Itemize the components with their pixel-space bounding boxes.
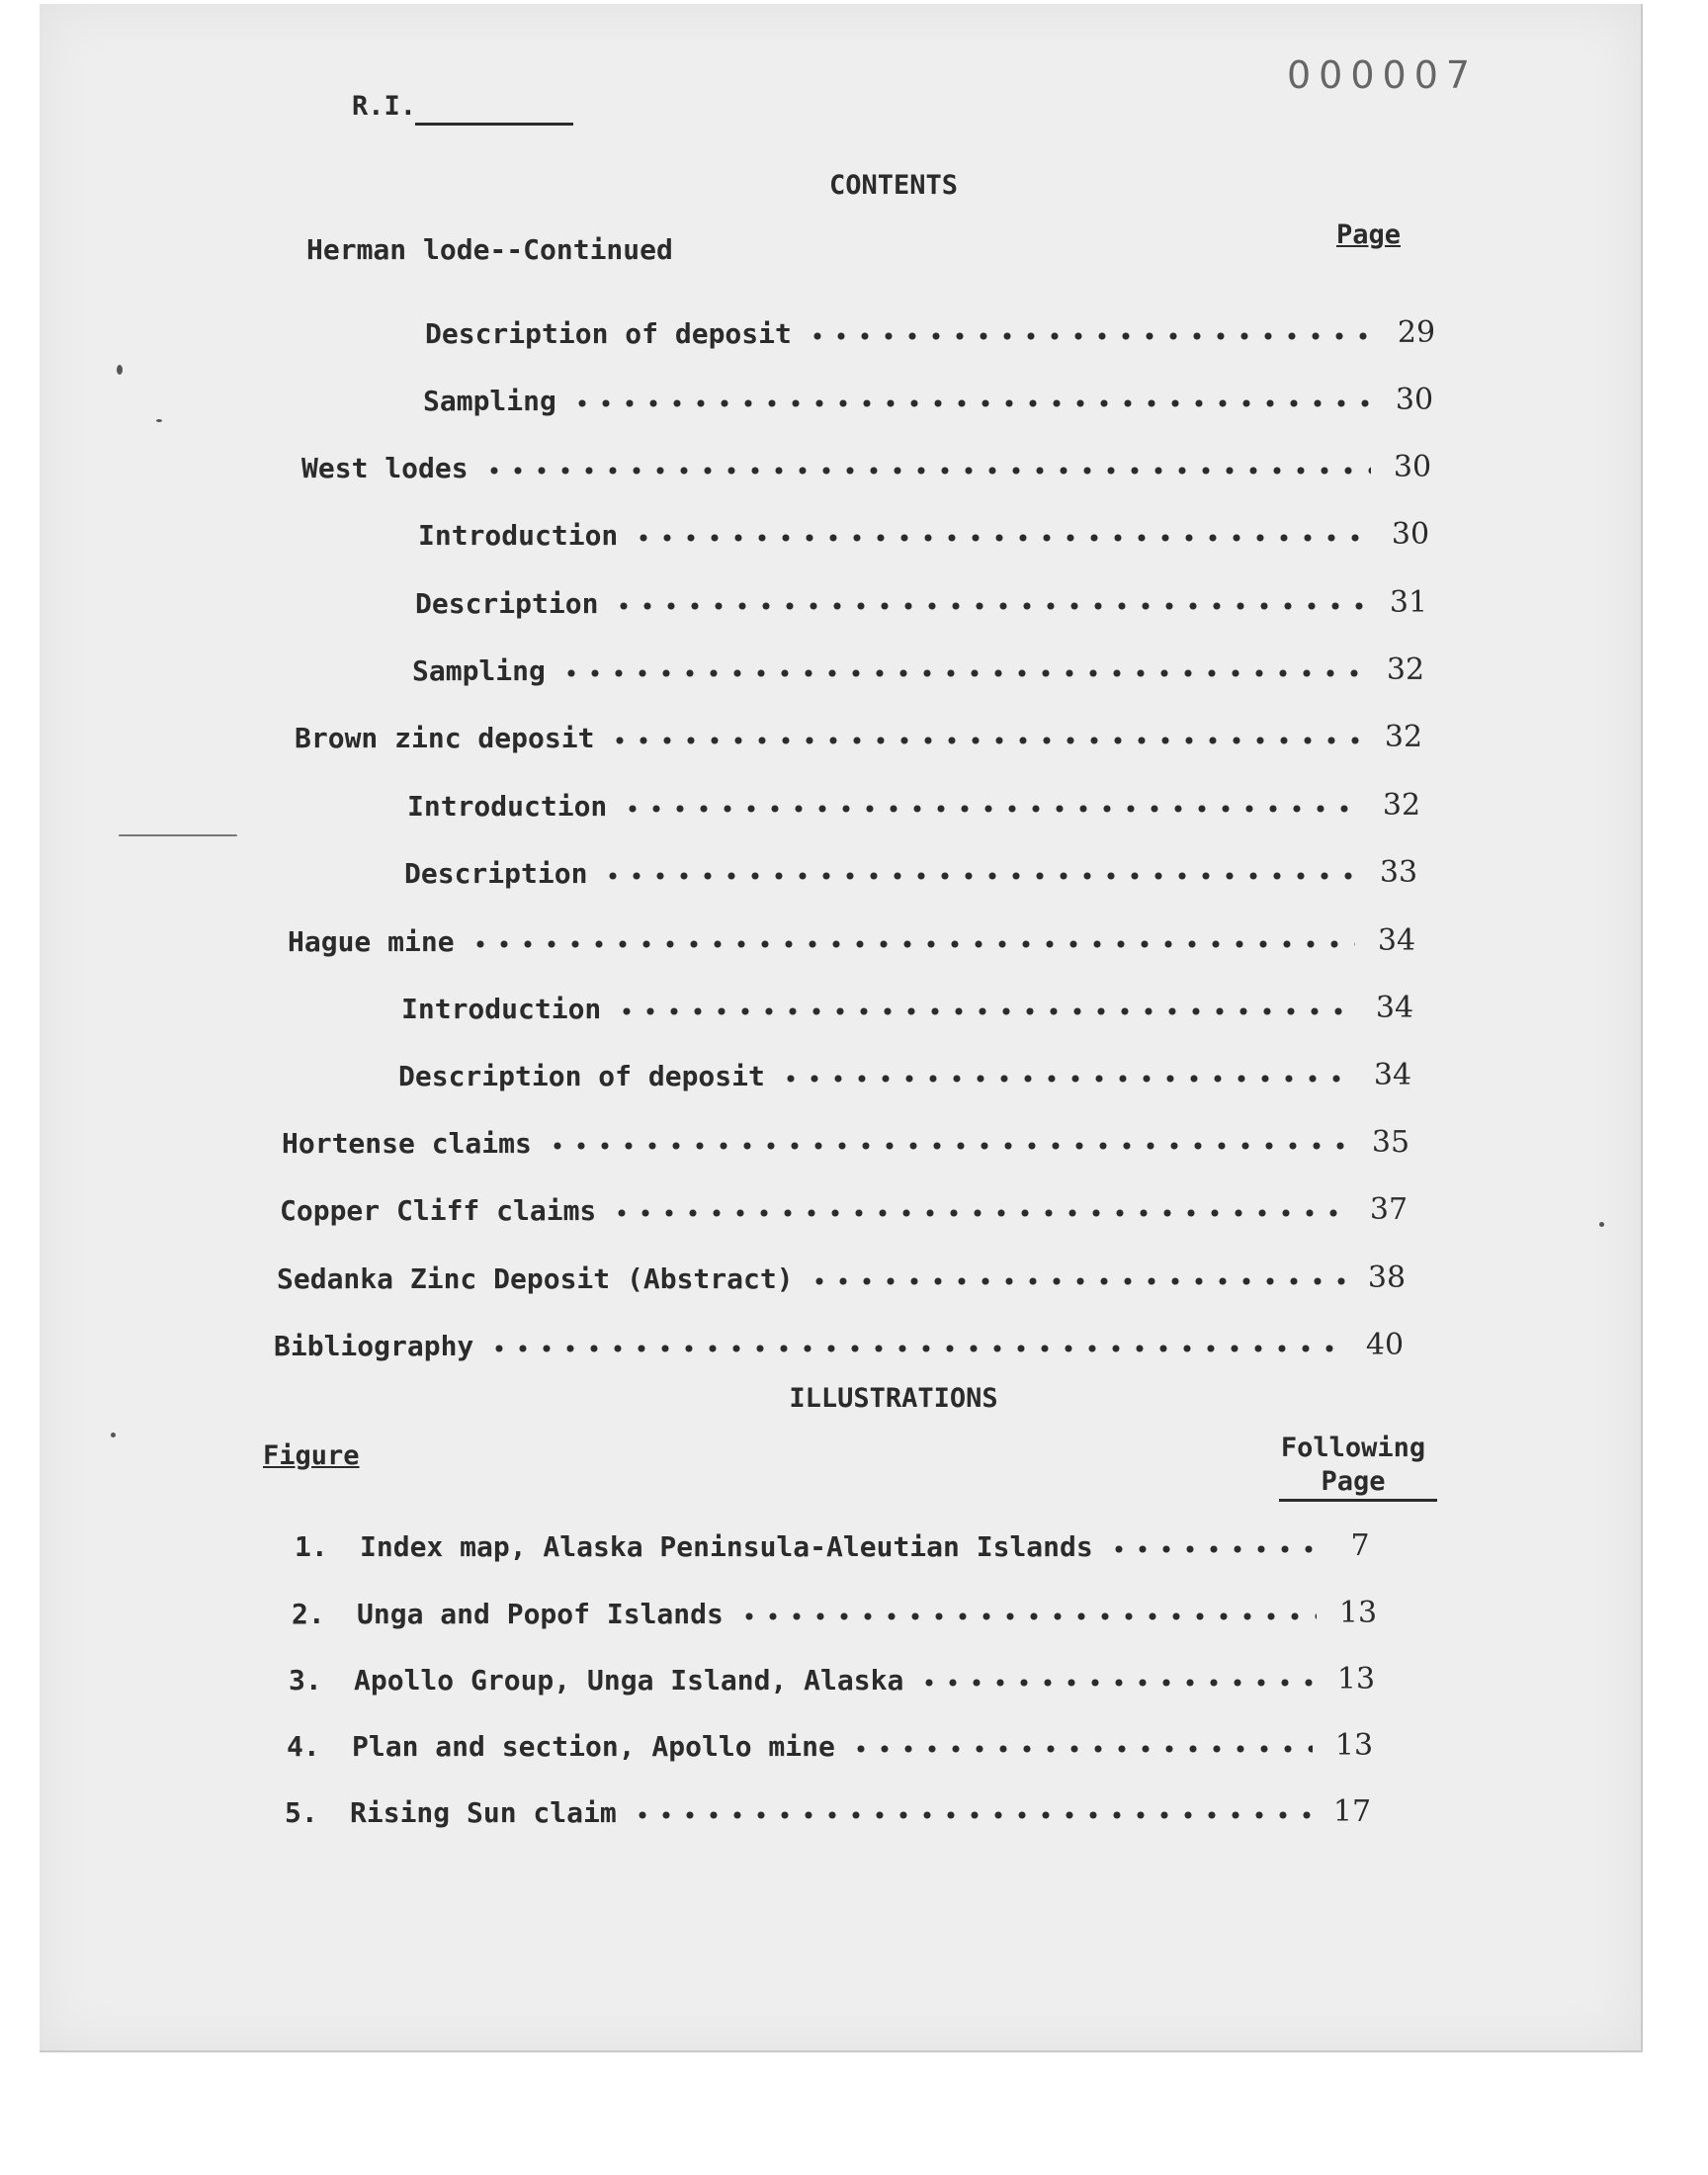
toc-entry [415,580,1440,620]
ri-blank-line [415,123,573,126]
dot-leader [917,1671,1315,1695]
ri-label: R.I. [352,91,417,122]
section-title-text: Herman lode--Continued [306,233,673,266]
toc-entry-page: 29 [1397,315,1436,350]
toc-entry [412,648,1437,687]
toc-entry-label: Description [404,857,588,890]
following-page-line1: Following [1280,1433,1426,1463]
toc-entry-label: Introduction [407,790,608,823]
figure-entry [287,1723,1386,1763]
dot-leader [482,459,1371,482]
dot-leader [546,1134,1349,1158]
scan-streak [119,834,237,836]
toc-entry-label: West lodes [301,452,469,484]
toc-entry [277,1256,1418,1295]
toc-entry-page: 30 [1393,450,1432,484]
figure-label: Rising Sun claim [350,1796,617,1829]
toc-entry [418,512,1442,552]
toc-entry-page: 30 [1391,517,1430,552]
figure-number: 1. [295,1530,328,1563]
document-page [40,4,1643,2052]
dot-leader [601,864,1357,888]
dot-leader [487,1337,1343,1360]
toc-entry-page: 34 [1375,991,1414,1025]
dot-leader [806,324,1375,348]
toc-entry-label: Introduction [418,519,619,552]
toc-entry [404,850,1430,890]
figure-number: 5. [285,1796,318,1829]
toc-entry [398,1053,1424,1092]
toc-entry-label: Sedanka Zinc Deposit (Abstract) [277,1262,794,1295]
page-column-header: Page [1336,219,1402,250]
dot-leader [849,1737,1313,1761]
toc-entry [280,1187,1420,1227]
toc-entry-page: 33 [1379,855,1418,890]
toc-entry-page: 34 [1377,923,1416,958]
figure-number: 2. [292,1598,325,1630]
toc-entry-label: Introduction [401,993,602,1025]
scan-speck [1599,1222,1604,1227]
toc-entry [288,918,1428,958]
toc-entry-label: Description [415,587,599,620]
toc-entry-page: 32 [1386,652,1425,687]
scan-speck [117,365,123,375]
toc-entry [295,715,1435,754]
dot-leader [469,932,1355,956]
toc-entry-label: Hague mine [288,925,455,958]
section-title [306,226,1097,266]
following-page-underline [1279,1499,1437,1502]
figure-page: 17 [1332,1794,1372,1829]
toc-entry-label: Bibliography [274,1330,474,1362]
toc-entry [301,445,1444,484]
toc-entry-label: Description of deposit [425,317,792,350]
toc-entry-page: 32 [1384,720,1423,754]
toc-entry [282,1120,1422,1160]
figure-column-header: Figure [263,1440,360,1471]
figure-entry [292,1591,1390,1630]
dot-leader [621,797,1360,821]
page-stamp-number: 000007 [1287,53,1479,97]
toc-entry-label: Brown zinc deposit [295,722,595,754]
toc-entry-label: Description of deposit [398,1060,765,1092]
scan-speck [156,419,162,422]
figure-number: 3. [289,1664,322,1696]
following-page-line2: Page [1321,1466,1386,1497]
dot-leader [1107,1537,1319,1561]
toc-entry [423,378,1446,417]
figure-page: 13 [1338,1596,1378,1630]
dot-leader [808,1269,1345,1293]
toc-entry [407,783,1433,823]
dot-leader [737,1605,1317,1628]
toc-entry-page: 32 [1382,788,1421,823]
figure-label: Apollo Group, Unga Island, Alaska [354,1664,904,1696]
figure-label: Plan and section, Apollo mine [352,1730,835,1763]
toc-entry-page: 35 [1371,1125,1410,1160]
following-page-header [1269,1432,1437,1499]
figure-number: 4. [287,1730,320,1763]
toc-entry-label: Copper Cliff claims [280,1194,597,1227]
contents-heading: CONTENTS [828,170,959,201]
dot-leader [779,1067,1351,1090]
figure-label: Index map, Alaska Peninsula-Aleutian Islands [360,1530,1093,1563]
toc-entry-page: 40 [1365,1328,1405,1362]
toc-entry [425,310,1448,350]
dot-leader [632,526,1369,550]
toc-entry-label: Sampling [412,654,546,687]
dot-leader [608,729,1362,752]
toc-entry-label: Hortense claims [282,1127,532,1160]
toc-entry [401,986,1426,1025]
figure-entry [285,1789,1384,1829]
figure-entry [289,1657,1388,1696]
illustrations-heading: ILLUSTRATIONS [789,1383,998,1414]
toc-entry [274,1323,1416,1362]
toc-entry-page: 37 [1369,1192,1409,1227]
figure-entry [295,1523,1392,1563]
toc-entry-page: 30 [1395,383,1434,417]
toc-entry-page: 31 [1389,585,1428,620]
toc-entry-page: 34 [1373,1058,1412,1092]
figure-label: Unga and Popof Islands [357,1598,724,1630]
dot-leader [612,594,1367,618]
toc-entry-page: 38 [1367,1261,1407,1295]
dot-leader [631,1803,1311,1827]
figure-page: 13 [1334,1728,1374,1763]
figure-page: 7 [1350,1528,1370,1563]
dot-leader [615,1000,1353,1023]
dot-leader [610,1201,1347,1225]
dot-leader [570,392,1373,415]
toc-entry-label: Sampling [423,385,556,417]
dot-leader [559,661,1364,685]
scan-speck [111,1433,116,1437]
figure-page: 13 [1336,1662,1376,1696]
